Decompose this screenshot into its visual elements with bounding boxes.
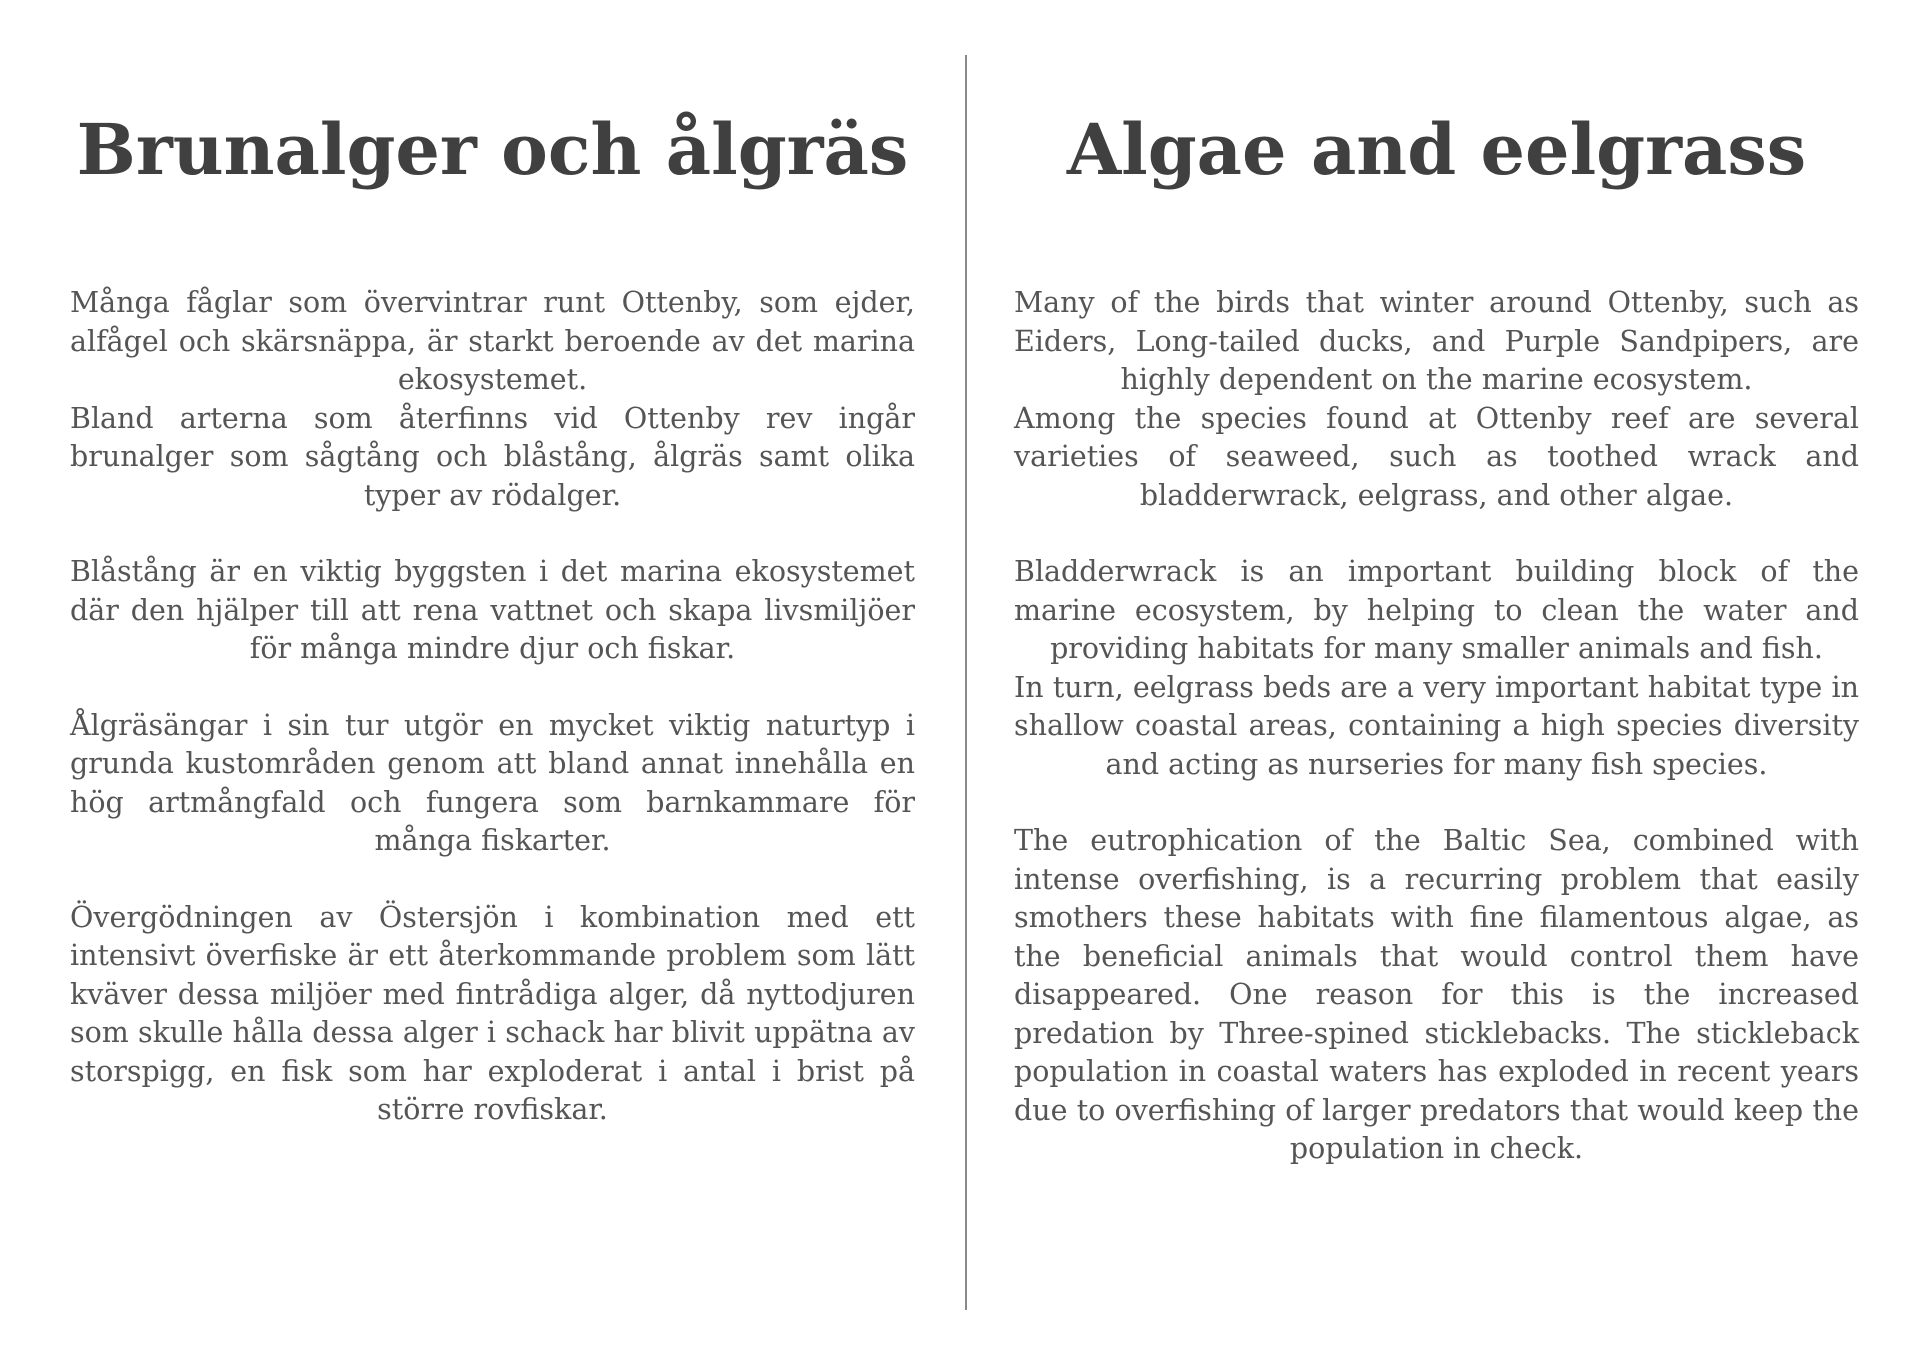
- english-paragraph-2: Among the species found at Ottenby reef are several varieties of seaweed, such as toothed wrack and bladderwrack, eelgrass, and other algae.: [1014, 401, 1859, 512]
- english-body: [1014, 284, 1859, 1207]
- english-paragraph-1: Many of the birds that winter around Ottenby, such as Eiders, Long-tailed ducks, and Purple Sandpipers, are highly dependent on the marine ecosystem.: [1014, 286, 1859, 396]
- english-paragraph-5: The eutrophication of the Baltic Sea, combined with intense overfishing, is a recurring problem that easily smothers these habitats with fine filamentous algae, as the beneficial animals that would control them have disappeared. One reason for this is the increased predation by Three-spined sticklebacks. The stickleback population in coastal waters has exploded in recent years due to overfishing of larger predators that would keep the population in check.: [1014, 824, 1859, 1165]
- english-paragraph-4: In turn, eelgrass beds are a very important habitat type in shallow coastal areas, containing a high species diversity and acting as nurseries for many fish species.: [1014, 670, 1859, 781]
- swedish-paragraph-5: Övergödningen av Östersjön i kombination med ett intensivt överfiske är ett återkommande problem som lätt kväver dessa miljöer med fintrådiga alger, då nyttodjuren som skulle hålla dessa alger i schack har blivit uppätna av storspigg, en fisk som har exploderat i antal i brist på större rovfiskar.: [70, 900, 915, 1126]
- column-divider: [965, 55, 967, 1310]
- swedish-paragraph-3: Blåstång är en viktig byggsten i det marina ekosystemet där den hjälper till att rena vattnet och skapa livsmiljöer för många mindre djur och fiskar.: [70, 555, 915, 665]
- swedish-paragraph-2: Bland arterna som återfinns vid Ottenby rev ingår brunalger som sågtång och blåstång, ålgräs samt olika typer av rödalger.: [70, 401, 915, 512]
- swedish-paragraph-1: Många fåglar som övervintrar runt Ottenby, som ejder, alfågel och skärsnäppa, är starkt beroende av det marina ekosystemet.: [70, 286, 915, 396]
- swedish-paragraph-4: Ålgräsängar i sin tur utgör en mycket viktig naturtyp i grunda kustområden genom att bland annat innehålla en hög artmångfald och fungera som barnkammare för många fiskarter.: [70, 708, 915, 857]
- english-title: Algae and eelgrass: [1066, 108, 1807, 191]
- english-paragraph-3: Bladderwrack is an important building block of the marine ecosystem, by helping to clean the water and providing habitats for many smaller animals and fish.: [1014, 555, 1859, 665]
- swedish-body: [70, 284, 915, 1168]
- swedish-title: Brunalger och ålgräs: [76, 108, 909, 191]
